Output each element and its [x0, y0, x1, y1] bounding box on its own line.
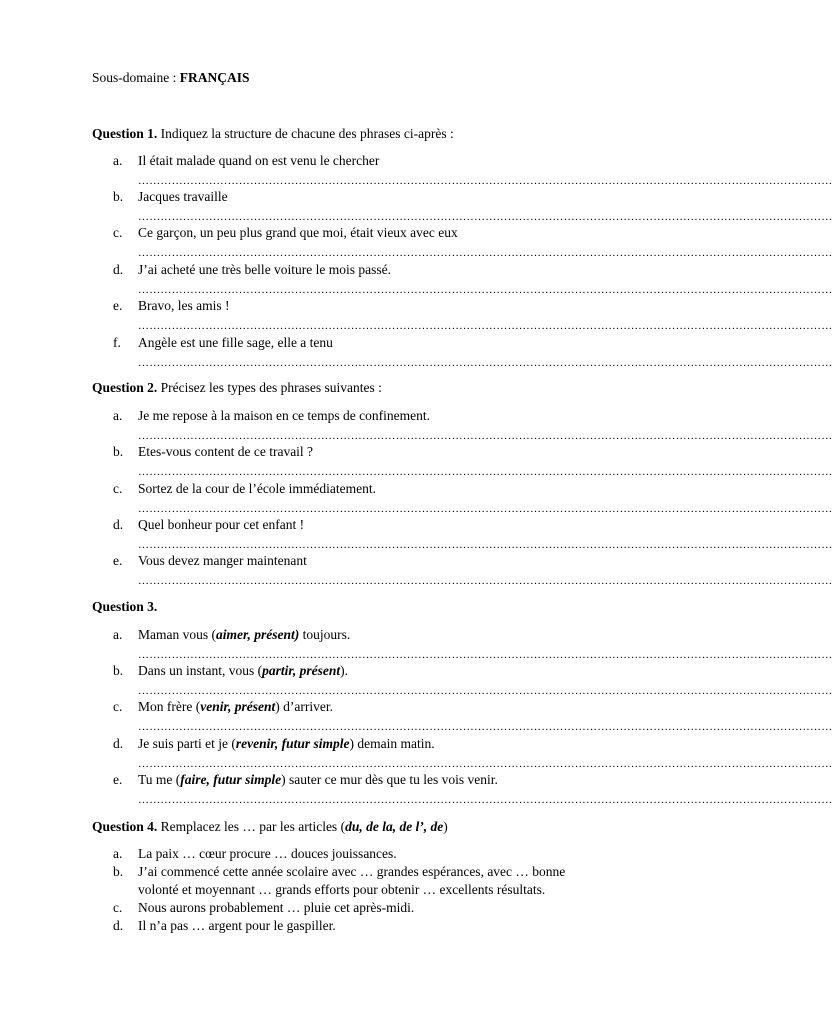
item-text: Maman vous (	[138, 627, 216, 642]
q4-item-a	[113, 846, 397, 862]
articles-list: du, de la, de l’, de	[345, 819, 444, 834]
question-4-instruction: Remplacez les … par les articles (	[157, 819, 346, 834]
item-text: La paix … cœur procure … douces jouissances.	[138, 846, 397, 861]
answer-line[interactable]: ……………………………………………………………………………………………………………………………………………………………………	[138, 685, 832, 697]
subject-title: FRANÇAIS	[179, 70, 250, 85]
q1-item-c	[113, 225, 458, 241]
answer-line[interactable]: ……………………………………………………………………………………………………………………………………………………………………	[138, 503, 832, 515]
item-text: Vous devez manger maintenant	[138, 553, 307, 568]
item-text: Tu me (	[138, 772, 181, 787]
q2-item-d	[113, 517, 304, 533]
item-text: Il n’a pas … argent pour le gaspiller.	[138, 918, 336, 933]
item-letter: a.	[113, 846, 123, 861]
question-3-heading	[92, 599, 157, 615]
q2-item-a	[113, 408, 430, 424]
item-letter: d.	[113, 517, 124, 532]
item-text: Il était malade quand on est venu le chercher	[138, 153, 380, 168]
question-4-heading	[92, 819, 448, 835]
question-1-title: Question 1.	[92, 126, 158, 141]
item-text-end: ) demain matin.	[349, 736, 435, 751]
answer-line[interactable]: ……………………………………………………………………………………………………………………………………………………………………	[138, 758, 832, 770]
item-text: Ce garçon, un peu plus grand que moi, était vieux avec eux	[138, 225, 458, 240]
answer-line[interactable]: ……………………………………………………………………………………………………………………………………………………………………	[138, 466, 832, 478]
q1-item-d	[113, 262, 391, 278]
item-letter: b.	[113, 189, 124, 204]
answer-line[interactable]: ……………………………………………………………………………………………………………………………………………………………………	[138, 794, 832, 806]
q1-item-b	[113, 189, 228, 205]
q4-item-b-continued: volonté et moyennant … grands efforts pour obtenir … excellents résultats.	[138, 882, 546, 897]
question-3-title: Question 3.	[92, 599, 158, 614]
q3-item-d	[113, 736, 435, 752]
verb-hint: faire, futur simple	[180, 772, 282, 787]
verb-hint: aimer, présent)	[216, 627, 300, 642]
item-text: Nous aurons probablement … pluie cet après-midi.	[138, 900, 415, 915]
item-text: Bravo, les amis !	[138, 298, 230, 313]
q2-item-b	[113, 444, 313, 460]
item-text: Quel bonheur pour cet enfant !	[138, 517, 305, 532]
answer-line[interactable]: ……………………………………………………………………………………………………………………………………………………………………	[138, 539, 832, 551]
item-letter: a.	[113, 408, 123, 423]
verb-hint: partir, présent	[262, 663, 341, 678]
item-text: Je me repose à la maison en ce temps de confinement.	[138, 408, 431, 423]
item-text: Angèle est une fille sage, elle a tenu	[138, 335, 333, 350]
answer-line[interactable]: ……………………………………………………………………………………………………………………………………………………………………	[138, 649, 832, 661]
answer-line[interactable]: ……………………………………………………………………………………………………………………………………………………………………	[138, 284, 832, 296]
verb-hint: venir, présent	[200, 699, 276, 714]
item-text: Jacques travaille	[138, 189, 228, 204]
item-letter: e.	[113, 772, 123, 787]
item-text: Je suis parti et je (	[138, 736, 236, 751]
item-letter: c.	[113, 225, 123, 240]
item-letter: f.	[113, 335, 121, 350]
item-letter: b.	[113, 444, 124, 459]
item-letter: c.	[113, 900, 123, 915]
answer-line[interactable]: ……………………………………………………………………………………………………………………………………………………………………	[138, 211, 832, 223]
item-text: J’ai acheté une très belle voiture le mois passé.	[138, 262, 392, 277]
q4-item-c	[113, 900, 414, 916]
item-letter: b.	[113, 864, 124, 879]
item-letter: d.	[113, 262, 124, 277]
item-letter: a.	[113, 153, 123, 168]
q1-item-e	[113, 298, 229, 314]
q4-item-b	[113, 864, 565, 880]
q2-item-e	[113, 553, 307, 569]
answer-line[interactable]: ……………………………………………………………………………………………………………………………………………………………………	[138, 575, 832, 587]
q3-item-b	[113, 663, 348, 679]
question-2-title: Question 2.	[92, 380, 158, 395]
answer-line[interactable]: ……………………………………………………………………………………………………………………………………………………………………	[138, 175, 832, 187]
answer-line[interactable]: ……………………………………………………………………………………………………………………………………………………………………	[138, 357, 832, 369]
item-letter: c.	[113, 481, 123, 496]
verb-hint: revenir, futur simple	[235, 736, 350, 751]
answer-line[interactable]: ……………………………………………………………………………………………………………………………………………………………………	[138, 721, 832, 733]
question-1-instruction: Indiquez la structure de chacune des phrases ci-après :	[157, 126, 454, 141]
item-letter: e.	[113, 298, 123, 313]
item-text-end: toujours.	[299, 627, 351, 642]
q2-item-c	[113, 481, 376, 497]
q1-item-f	[113, 335, 333, 351]
question-2-instruction: Précisez les types des phrases suivantes :	[157, 380, 382, 395]
item-letter: d.	[113, 918, 124, 933]
q3-item-c	[113, 699, 333, 715]
item-letter: c.	[113, 699, 123, 714]
item-letter: a.	[113, 627, 123, 642]
q1-item-a	[113, 153, 379, 169]
answer-line[interactable]: ……………………………………………………………………………………………………………………………………………………………………	[138, 247, 832, 259]
subdomain-label: Sous-domaine :	[92, 70, 180, 85]
subdomain-header	[92, 70, 250, 86]
q3-item-e	[113, 772, 498, 788]
item-text-end: ) d’arriver.	[275, 699, 333, 714]
question-4-title: Question 4.	[92, 819, 158, 834]
item-text: Etes-vous content de ce travail ?	[138, 444, 314, 459]
item-text-end: ) sauter ce mur dès que tu les vois venir.	[281, 772, 498, 787]
q4-item-d	[113, 918, 336, 934]
item-letter: b.	[113, 663, 124, 678]
answer-line[interactable]: ……………………………………………………………………………………………………………………………………………………………………	[138, 430, 832, 442]
item-letter: d.	[113, 736, 124, 751]
instruction-close: )	[443, 819, 448, 834]
answer-line[interactable]: ……………………………………………………………………………………………………………………………………………………………………	[138, 320, 832, 332]
item-text: Mon frère (	[138, 699, 201, 714]
item-text: Sortez de la cour de l’école immédiatement.	[138, 481, 377, 496]
item-letter: e.	[113, 553, 123, 568]
q3-item-a	[113, 627, 350, 643]
item-text: Dans un instant, vous (	[138, 663, 263, 678]
item-text-end: ).	[340, 663, 349, 678]
item-text: J’ai commencé cette année scolaire avec … grandes espérances, avec … bonne	[138, 864, 566, 879]
question-1-heading	[92, 126, 454, 142]
question-2-heading	[92, 380, 382, 396]
